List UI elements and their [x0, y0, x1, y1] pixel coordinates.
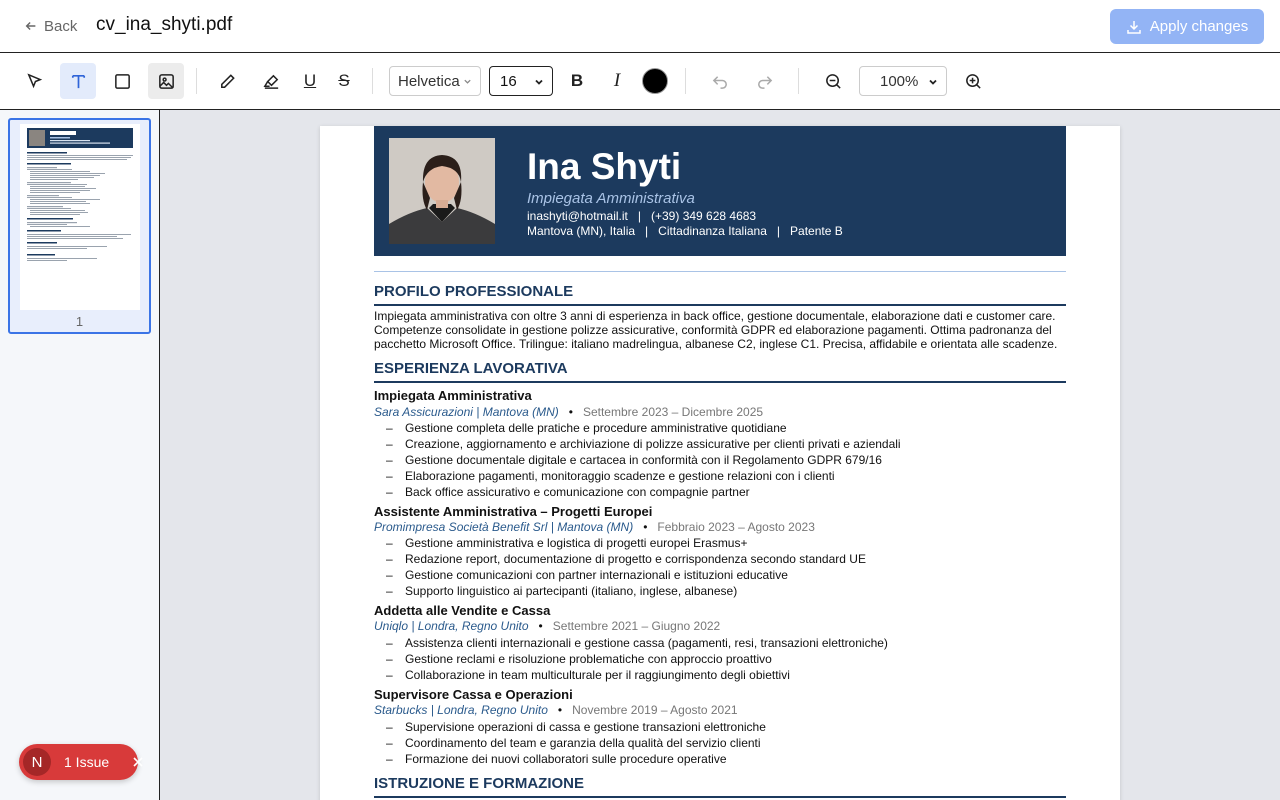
profile-line: Competenze consolidate in gestione polizze assicurative, conformità GDPR ed elaborazione pagamenti. Ottima padronanza del [374, 323, 1052, 337]
job-bullet: – Assistenza clienti internazionali e gestione cassa (pagamenti, resi, transazioni elettroniche) [386, 635, 888, 651]
job-meta[interactable]: Sara Assicurazioni | Mantova (MN) • Settembre 2023 – Dicembre 2025 [374, 405, 764, 419]
strikethrough-tool-button[interactable]: S [338, 71, 350, 90]
contact-line-email-phone[interactable]: inashyti@hotmail.it | (+39) 349 628 4683 [527, 209, 757, 223]
profile-line: Impiegata amministrativa con oltre 3 anni di esperienza in back office, gestione documentale, elaborazione dati e customer care. [374, 309, 1056, 323]
font-family-select[interactable] [389, 66, 481, 96]
job-bullet: – Formazione dei nuovi collaboratori sulle procedure operative [386, 751, 766, 767]
toolbar-divider [372, 68, 373, 94]
square-icon [113, 72, 132, 91]
job-title[interactable]: Impiegata Amministrativa [374, 388, 532, 403]
font-size-select[interactable] [489, 66, 553, 96]
issues-count-label: 1 Issue [64, 754, 110, 770]
text-color-swatch[interactable] [642, 68, 668, 94]
toolbar-divider [685, 68, 686, 94]
arrow-left-icon [24, 19, 38, 33]
undo-icon [711, 72, 730, 91]
job-bullets[interactable] [386, 635, 888, 683]
profile-line: pacchetto Microsoft Office. Trilingue: italiano madrelingua, albanese C2, inglese C1. Precisa, affidabile e orientata alle scadenze. [374, 337, 1058, 351]
job-bullets[interactable] [386, 420, 901, 500]
section-title-profile[interactable]: PROFILO PROFESSIONALE [374, 283, 1066, 306]
job-bullet: – Supervisione operazioni di cassa e gestione transazioni elettroniche [386, 719, 766, 735]
job-bullet: – Gestione completa delle pratiche e procedure amministrative quotidiane [386, 420, 901, 436]
undo-button[interactable] [702, 63, 738, 99]
profile-paragraph[interactable] [374, 309, 1074, 351]
job-title[interactable]: Addetta alle Vendite e Cassa [374, 603, 551, 618]
candidate-name[interactable]: Ina Shyti [527, 146, 682, 187]
job-bullets[interactable] [386, 719, 766, 767]
job-bullet: – Supporto linguistico ai partecipanti (italiano, inglese, albanese) [386, 583, 866, 599]
image-icon [157, 72, 176, 91]
job-bullet: – Gestione reclami e risoluzione problematiche con approccio proattivo [386, 651, 888, 667]
chevron-down-icon [534, 77, 544, 87]
thumbnail-page-render [20, 124, 140, 310]
redo-icon [755, 72, 774, 91]
text-tool-button[interactable] [60, 63, 96, 99]
zoom-level-select[interactable] [859, 66, 947, 96]
document-canvas[interactable] [160, 110, 1280, 800]
apply-changes-button[interactable] [1110, 9, 1264, 44]
pdf-page[interactable] [320, 126, 1120, 800]
redo-button[interactable] [746, 63, 782, 99]
job-bullet: – Coordinamento del team e garanzia della qualità del servizio clienti [386, 735, 766, 751]
job-bullet: – Gestione amministrativa e logistica di progetti europei Erasmus+ [386, 535, 866, 551]
job-title[interactable]: Supervisore Cassa e Operazioni [374, 687, 573, 702]
job-bullet: – Gestione comunicazioni con partner internazionali e istituzioni educative [386, 567, 866, 583]
cursor-arrow-icon [25, 72, 44, 91]
profile-photo[interactable] [389, 138, 495, 244]
header-divider [374, 271, 1066, 272]
section-title-education[interactable]: ISTRUZIONE E FORMAZIONE [374, 775, 1066, 798]
job-bullet: – Back office assicurativo e comunicazione con compagnie partner [386, 484, 901, 500]
issues-badge[interactable] [19, 744, 138, 780]
job-company: Promimpresa Società Benefit Srl | Mantova (MN) [374, 520, 634, 534]
zoom-level-value: 100% [880, 72, 919, 90]
page-number-label: 1 [75, 314, 84, 329]
cv-header-banner [374, 126, 1066, 256]
zoom-out-button[interactable] [815, 63, 851, 99]
zoom-in-icon [964, 72, 983, 91]
job-company: Uniqlo | Londra, Regno Unito [374, 619, 529, 633]
toolbar-divider [798, 68, 799, 94]
highlighter-icon [262, 72, 281, 91]
job-bullets[interactable] [386, 535, 866, 599]
job-meta[interactable]: Uniqlo | Londra, Regno Unito • Settembre 2021 – Giugno 2022 [374, 619, 721, 633]
select-tool-button[interactable] [16, 63, 52, 99]
toolbar-divider [196, 68, 197, 94]
zoom-out-icon [824, 72, 843, 91]
pen-tool-button[interactable] [209, 63, 245, 99]
job-dates: Settembre 2021 – Giugno 2022 [552, 619, 721, 633]
apply-changes-label: Apply changes [1149, 18, 1249, 35]
page-thumbnail[interactable] [8, 118, 151, 334]
job-bullet: – Creazione, aggiornamento e archiviazione di polizze assicurative per clienti privati e aziendali [386, 436, 901, 452]
back-label: Back [44, 17, 78, 35]
document-title: cv_ina_shyti.pdf [96, 14, 233, 35]
job-bullet: – Gestione documentale digitale e cartacea in conformità con il Regolamento GDPR 679/16 [386, 452, 901, 468]
section-title-experience[interactable]: ESPERIENZA LAVORATIVA [374, 360, 1066, 383]
job-dates: Febbraio 2023 – Agosto 2023 [657, 520, 815, 534]
underline-tool-button[interactable]: U [303, 71, 317, 90]
top-bar [0, 0, 1280, 53]
portrait-image [389, 138, 495, 244]
job-meta[interactable]: Starbucks | Londra, Regno Unito • Novembre 2019 – Agosto 2021 [374, 703, 738, 717]
rectangle-tool-button[interactable] [104, 63, 140, 99]
bold-button[interactable]: B [570, 71, 584, 90]
job-dates: Settembre 2023 – Dicembre 2025 [582, 405, 764, 419]
candidate-role[interactable]: Impiegata Amministrativa [527, 190, 695, 207]
font-family-value: Helvetica [398, 72, 460, 90]
page-thumbnails-sidebar [0, 110, 160, 800]
job-bullet: – Collaborazione in team multiculturale per il raggiungimento degli obiettivi [386, 667, 888, 683]
image-tool-button[interactable] [148, 63, 184, 99]
issues-avatar: N [23, 748, 51, 776]
job-bullet: – Redazione report, documentazione di progetto e corrispondenza secondo standard UE [386, 551, 866, 567]
job-bullet: – Elaborazione pagamenti, monitoraggio scadenze e gestione relazioni con i clienti [386, 468, 901, 484]
chevron-down-icon [928, 77, 938, 87]
contact-line-location[interactable]: Mantova (MN), Italia | Cittadinanza Italiana | Patente B [527, 224, 843, 238]
job-title[interactable]: Assistente Amministrativa – Progetti Europei [374, 504, 653, 519]
download-icon [1126, 19, 1142, 35]
back-button[interactable] [24, 16, 77, 36]
job-company: Sara Assicurazioni | Mantova (MN) [374, 405, 559, 419]
job-company: Starbucks | Londra, Regno Unito [374, 703, 548, 717]
pencil-icon [218, 72, 237, 91]
thumbnail-preview [20, 124, 140, 310]
text-icon [69, 72, 88, 91]
job-meta[interactable]: Promimpresa Società Benefit Srl | Mantova (MN) • Febbraio 2023 – Agosto 2023 [374, 520, 815, 534]
italic-button[interactable]: I [613, 70, 621, 91]
zoom-in-button[interactable] [955, 63, 991, 99]
chevron-down-icon [463, 77, 472, 86]
close-icon[interactable] [132, 756, 144, 768]
job-dates: Novembre 2019 – Agosto 2021 [572, 703, 738, 717]
highlighter-tool-button[interactable] [253, 63, 289, 99]
font-size-value: 16 [500, 72, 517, 90]
editor-toolbar [0, 53, 1280, 110]
